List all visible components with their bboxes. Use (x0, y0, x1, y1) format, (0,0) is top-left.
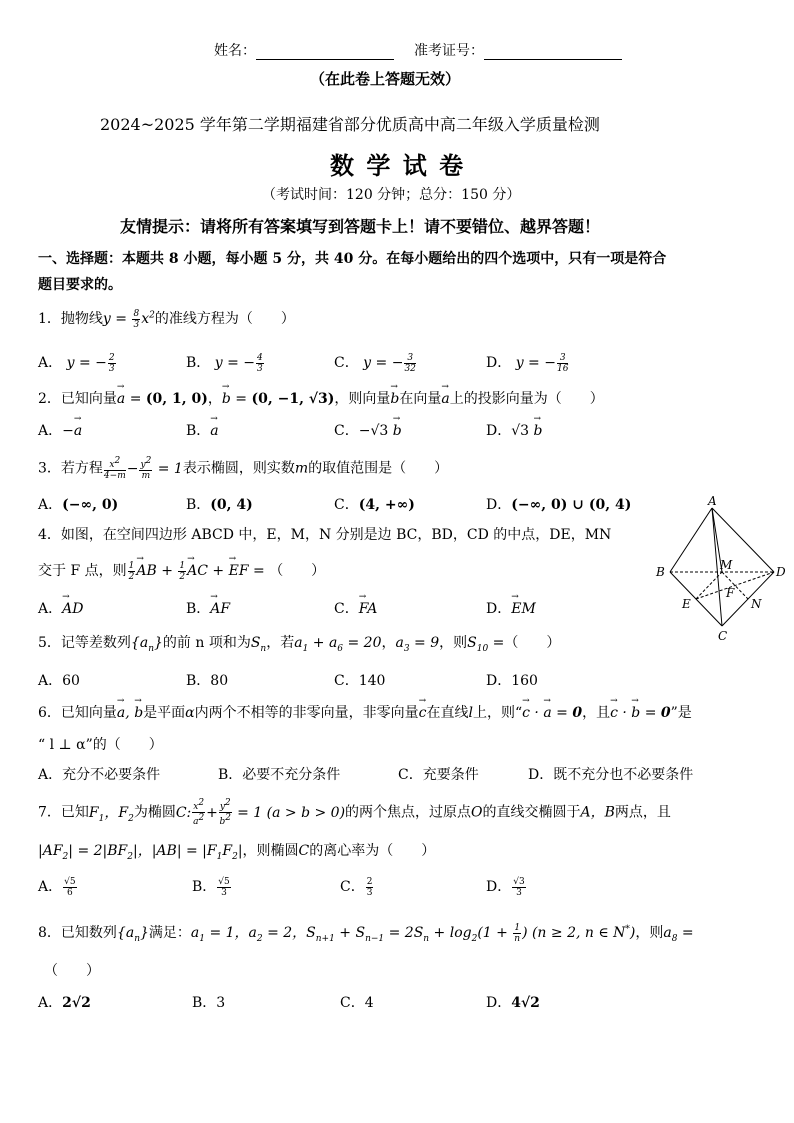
label-b: B (656, 565, 665, 579)
q6-stem-d: 在直线 (426, 705, 469, 721)
exam-title: 2024~2025 学年第二学期福建省部分优质高中高二年级入学质量检测 (100, 115, 600, 134)
q6-line1: 6．已知向量→ a, → b是平面α内两个不相等的非零向量，非零向量→ c在直线l上，则“→ c · → a = 0，且→ c · → b = 0”是 (38, 702, 692, 722)
q3-stem-a: 3．若方程 (38, 460, 103, 477)
q8-option-a: A．2√2 (38, 995, 91, 1011)
q8-option-d: D．4√2 (486, 995, 540, 1011)
q6-option-c: C．充要条件 (398, 767, 479, 783)
q8-option-c: C．4 (340, 995, 374, 1011)
q6-stem-a: 6．已知向量 (38, 705, 117, 721)
q6-stem-b: 是平面 (143, 705, 186, 721)
q1-opt-label: B． (186, 355, 211, 371)
q7-opt-label: D． (486, 879, 512, 895)
q7-option-a: A． $\frac{√5}{6}$ (38, 876, 76, 898)
q3-option-d: D．(−∞, 0) ∪ (0, 4) (486, 497, 632, 513)
q1-stem-a: 1．抛物线 (38, 311, 103, 327)
name-blank (256, 45, 394, 60)
tip: 友情提示：请将所有答案填写到答题卡上！请不要错位、越界答题！ (120, 217, 601, 236)
q5-option-c: C．140 (334, 673, 386, 689)
q7-stem-f: ，则椭圆 (242, 843, 299, 859)
q6-stem-e: 上，则“ (472, 705, 523, 721)
q2-stem-c: 在向量 (399, 391, 442, 407)
q1-option-b: B． y = − $\frac{4}{3}$ (186, 352, 263, 374)
q8-stem-c: ，则 (635, 925, 664, 941)
q3-option-c: C．(4, +∞) (334, 497, 415, 513)
id-field (414, 40, 622, 60)
time-info: （考试时间：120 分钟；总分：150 分） (262, 187, 521, 203)
q6-option-a: A．充分不必要条件 (38, 767, 161, 783)
q8-stem-a: 8．已知数列 (38, 925, 117, 941)
tetrahedron-figure (650, 494, 790, 642)
q7-option-d: D． $\frac{√3}{3}$ (486, 876, 525, 898)
q2-option-d: D．√3 → b (486, 420, 542, 440)
q7-stem-g: 的离心率为（ ） (309, 843, 436, 859)
q8-line1: 8．已知数列$\{a_n\}$满足：$a_1 = 1$，$a_2 = 2$，$S_{n+1} + S_{n-1} = 2S_n + \log_2(1$ + $\frac{1}{n}$ ) (n ≥ 2, n ∈ N*)，则$a_8$ = (38, 922, 694, 944)
label-e: E (682, 597, 691, 611)
q6-option-b: B．必要不充分条件 (218, 767, 341, 783)
question-1 (38, 308, 295, 330)
q7-line2: $|AF_2| = 2|BF_2|$，$|AB| = |F_1F_2|$，则椭圆C的离心率为（ ） (38, 843, 436, 862)
q2-option-a: A．−→ a (38, 420, 82, 440)
name-label: 姓名： (214, 43, 256, 59)
q8-opt-label: D． (486, 995, 512, 1011)
section-title-2: 题目要求的。 (38, 277, 122, 293)
label-a: A (708, 494, 717, 508)
q2-stem-d: 上的投影向量为（ ） (449, 391, 604, 407)
q4-line1: 4．如图，在空间四边形 ABCD 中，E，M，N 分别是边 BC，BD，CD 的中点，DE，MN (38, 527, 612, 543)
q1-option-a: A． y = − $\frac{2}{3}$ (38, 352, 115, 374)
q4-opt-label: C． (334, 601, 359, 617)
q8-stem-b: 满足： (148, 925, 191, 941)
q6-stem-c: 内两个不相等的非零向量，非零向量 (194, 705, 419, 721)
label-d: D (776, 565, 786, 579)
q2-stem-b: ，则向量 (334, 391, 391, 407)
section-title-1: 一、选择题：本题共 8 小题，每小题 5 分，共 40 分。在每小题给出的四个选项中，只有一项是符合 (38, 251, 667, 267)
q7-stem-e: 两点，且 (614, 804, 671, 821)
id-label: 准考证号： (414, 43, 484, 59)
q4-option-d: D．→ EM (486, 598, 536, 618)
q6-line2: “ l ⊥ α”的（ ） (38, 737, 163, 753)
q1-option-d: D． y = − $\frac{3}{16}$ (486, 352, 569, 374)
q2-stem-a: 2．已知向量 (38, 391, 117, 407)
q5-option-a: A．60 (38, 673, 80, 689)
q1-opt-label: A． (38, 355, 63, 371)
q2-option-c: C．−√3 → b (334, 420, 402, 440)
q5-stem-d: ，则 (439, 635, 468, 651)
q1-formula: y = $\frac{8}{3}$ $x^2$ (102, 308, 155, 330)
q6-stem-g: ”是 (670, 705, 692, 721)
q4-option-a: A．→ AD (38, 598, 83, 618)
q2-option-b: B．→ a (186, 420, 219, 440)
q7-stem-c: 的两个焦点，过原点 (345, 804, 472, 821)
q7-opt-label: C． (340, 879, 365, 895)
q6-stem-f: ，且 (582, 705, 611, 721)
q4-opt-label: B． (186, 601, 211, 617)
notice: （在此卷上答题无效） (310, 70, 461, 88)
q7-stem-d: 的直线交椭圆于 (482, 804, 581, 821)
question-5: 5．记等差数列$\{a_n\}$的前 n 项和为$S_n$，若$a_1 + a_6 = 20$，$a_3 = 9$，则$S_{10}$ =（ ） (38, 635, 561, 654)
label-f: F (726, 586, 735, 600)
name-field (214, 40, 394, 60)
q3-stem-c: 的取值范围是（ ） (308, 460, 449, 477)
q5-stem-c: ，若 (266, 635, 295, 651)
q1-option-c: C． y = − $\frac{3}{32}$ (334, 352, 416, 374)
id-blank (484, 45, 622, 60)
q7-option-b: B． $\frac{√5}{3}$ (192, 876, 230, 898)
q7-opt-label: B． (192, 879, 217, 895)
question-2: 2．已知向量→ a = (0, 1, 0)，→ b = (0, −1, √3)，则向量→ b在向量→ a上的投影向量为（ ） (38, 388, 604, 408)
q5-option-d: D．160 (486, 673, 538, 689)
q7-line1: 7．已知$F_1$，$F_2$为椭圆C: $\frac{x^2}{a^2}$ + $\frac{y^2}{b^2}$ = 1 (a > b > 0)的两个焦点，过原点O的直线交椭圆于A，B两点，且 (38, 798, 671, 827)
label-m: M (720, 558, 733, 572)
q7-stem-b: 为椭圆 (133, 804, 176, 821)
q4-option-c: C．→ FA (334, 598, 377, 618)
q1-stem-b: 的准线方程为（ ） (154, 311, 295, 327)
q3-stem-b: 表示椭圆，则实数 (182, 460, 295, 477)
q6-option-d: D．既不充分也不必要条件 (528, 767, 694, 783)
q8-opt-label: A． (38, 995, 63, 1011)
label-c: C (718, 629, 728, 642)
q5-stem-e: （ ） (504, 635, 561, 651)
q7-stem-a: 7．已知 (38, 804, 89, 821)
q8-line2: （ ） (44, 963, 100, 979)
q3-option-b: B．(0, 4) (186, 497, 253, 513)
q5-stem-a: 5．记等差数列 (38, 635, 131, 651)
q3-option-a: A．(−∞, 0) (38, 497, 119, 513)
q5-option-b: B．80 (186, 673, 229, 689)
q1-opt-label: C． (334, 355, 359, 371)
subject-title: 数 学 试 卷 (330, 151, 466, 180)
q4-stem-a: 交于 F 点，则 (38, 563, 127, 579)
q8-option-b: B．3 (192, 995, 226, 1011)
q4-line2: 交于 F 点，则 $\frac{1}{2}$ → AB + $\frac{1}{2}$ → AC + → EF = （ ） (38, 560, 325, 582)
question-3: 3．若方程 $\frac{x^2}{4-m}$ − $\frac{y^2}{m}$ = 1表示椭圆，则实数m的取值范围是（ ） (38, 456, 449, 481)
q4-stem-b: （ ） (269, 563, 326, 579)
q4-opt-label: D． (486, 601, 512, 617)
q7-option-c: C． $\frac{2}{3}$ (340, 876, 373, 898)
label-n: N (751, 597, 762, 611)
q1-opt-label: D． (486, 355, 512, 371)
q7-opt-label: A． (38, 879, 63, 895)
q5-stem-b: 的前 n 项和为 (162, 635, 251, 651)
q4-opt-label: A． (38, 601, 63, 617)
q4-option-b: B．→ AF (186, 598, 230, 618)
